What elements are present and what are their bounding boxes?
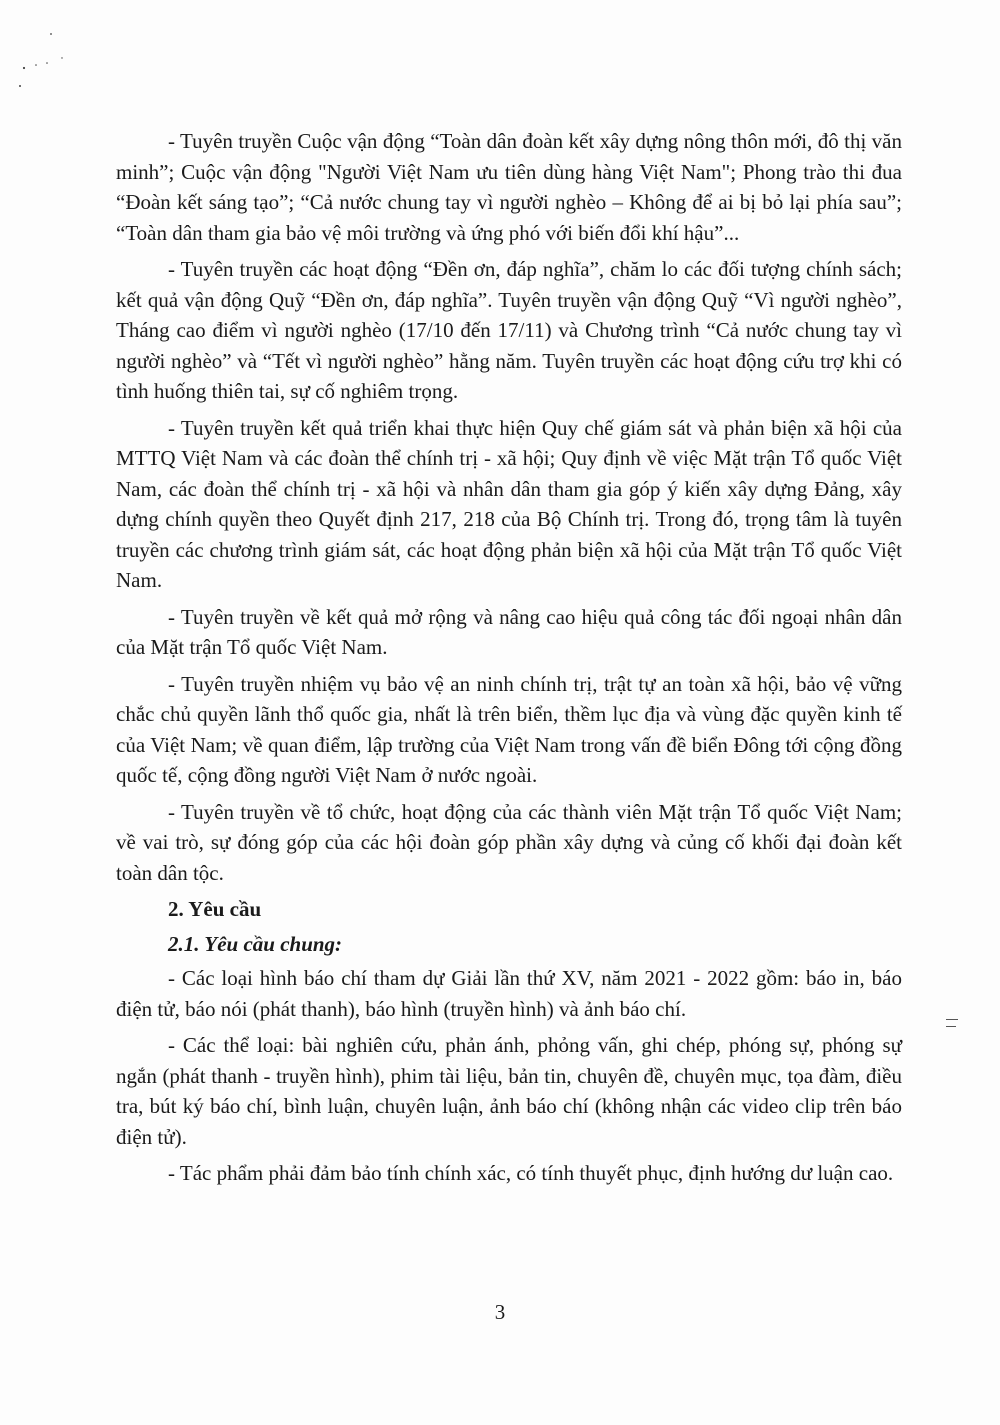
scan-mark bbox=[946, 1026, 956, 1027]
section-heading-requirements: 2. Yêu cầu bbox=[168, 897, 262, 921]
subsection-heading-general: 2.1. Yêu cầu chung: bbox=[168, 931, 343, 956]
document-body bbox=[116, 126, 902, 1195]
page-number: 3 bbox=[494, 1300, 506, 1324]
paragraph-campaigns: - Tuyên truyền Cuộc vận động “Toàn dân đoàn kết xây dựng nông thôn mới, đô thị văn minh”; Cuộc vận động "Người Việt Nam ưu tiên dùng hàng Việt Nam"; Phong trào thi đua “Đoàn kết sáng tạo”; “Cả nước chung tay vì người nghèo – Không để ai bị bỏ lại phía sau”; “Toàn dân tham gia bảo vệ môi trường và ứng phó với biến đổi khí hậu”... bbox=[116, 129, 902, 245]
paragraph-accuracy: - Tác phẩm phải đảm bảo tính chính xác, có tính thuyết phục, định hướng dư luận cao. bbox=[168, 1161, 894, 1185]
paragraph-members: - Tuyên truyền về tổ chức, hoạt động của các thành viên Mặt trận Tổ quốc Việt Nam; về vai trò, sự đóng góp của các hội đoàn góp phần xây dựng và củng cố khối đại đoàn kết toàn dân tộc. bbox=[116, 799, 902, 885]
paragraph-genres: - Các thể loại: bài nghiên cứu, phản ánh, phỏng vấn, ghi chép, phóng sự, phóng sự ngắn (phát thanh - truyền hình), phim tài liệu, bản tin, chuyên đề, chuyên mục, tọa đàm, điều tra, bút ký báo chí, bình luận, chuyên luận, ảnh báo chí (không nhận các video clip trên báo điện tử). bbox=[116, 1033, 902, 1149]
paragraph-gratitude-fund: - Tuyên truyền các hoạt động “Đền ơn, đáp nghĩa”, chăm lo các đối tượng chính sách; kết quả vận động Quỹ “Đền ơn, đáp nghĩa”. Tuyên truyền vận động Quỹ “Vì người nghèo”, Tháng cao điểm vì người nghèo (17/10 đến 17/11) và Chương trình “Cả nước chung tay vì người nghèo” và “Tết vì người nghèo” hằng năm. Tuyên truyền các hoạt động cứu trợ khi có tình huống thiên tai, sự cố nghiêm trọng. bbox=[116, 257, 902, 403]
paragraph-foreign-affairs: - Tuyên truyền về kết quả mở rộng và nâng cao hiệu quả công tác đối ngoại nhân dân của Mặt trận Tổ quốc Việt Nam. bbox=[116, 604, 902, 659]
scan-mark bbox=[946, 1019, 958, 1020]
paragraph-supervision: - Tuyên truyền kết quả triển khai thực hiện Quy chế giám sát và phản biện xã hội của MTTQ Việt Nam và các đoàn thể chính trị - xã hội; Quy định về việc Mặt trận Tổ quốc Việt Nam, các đoàn thể chính trị - xã hội và nhân dân tham gia góp ý kiến xây dựng Đảng, xây dựng chính quyền theo Quyết định 217, 218 của Bộ Chính trị. Trong đó, trọng tâm là tuyên truyền các chương trình giám sát, các hoạt động phản biện xã hội của Mặt trận Tổ quốc Việt Nam. bbox=[116, 415, 902, 592]
paragraph-press-types: - Các loại hình báo chí tham dự Giải lần thứ XV, năm 2021 - 2022 gồm: báo in, báo điện tử, báo nói (phát thanh), báo hình (truyền hình) và ảnh báo chí. bbox=[116, 966, 902, 1021]
scan-specks bbox=[18, 30, 78, 100]
paragraph-security: - Tuyên truyền nhiệm vụ bảo vệ an ninh chính trị, trật tự an toàn xã hội, bảo vệ vững chắc chủ quyền lãnh thổ quốc gia, nhất là trên biển, thềm lục địa và vùng đặc quyền kinh tế của Việt Nam; về quan điểm, lập trường của Việt Nam trong vấn đề biển Đông tới cộng đồng quốc tế, cộng đồng người Việt Nam ở nước ngoài. bbox=[116, 671, 902, 787]
